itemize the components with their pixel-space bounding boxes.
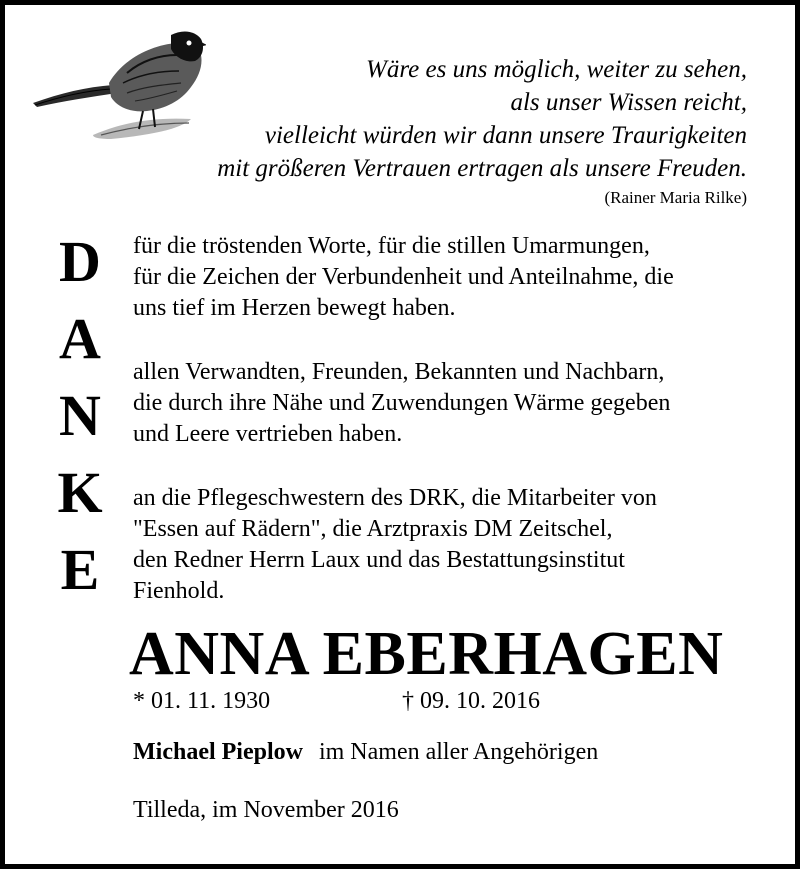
quote [217, 53, 747, 185]
signature-line [133, 739, 598, 766]
paragraph-line: "Essen auf Rädern", die Arztpraxis DM Zeitschel, [133, 516, 613, 542]
paragraph-line: und Leere vertrieben haben. [133, 421, 403, 447]
bird-illustration-icon [31, 25, 206, 145]
quote-line: als unser Wissen reicht, [510, 89, 747, 116]
death-date: † 09. 10. 2016 [402, 688, 540, 714]
signature-text: im Namen aller Angehörigen [318, 739, 599, 765]
paragraph-line: die durch ihre Nähe und Zuwendungen Wärme gegeben [133, 390, 671, 416]
thanks-paragraph [133, 483, 773, 607]
thanks-paragraphs [133, 231, 773, 640]
paragraph-line: allen Verwandten, Freunden, Bekannten und Nachbarn, [133, 359, 665, 385]
place-date: Tilleda, im November 2016 [133, 797, 399, 823]
danke-letter: N [59, 383, 101, 448]
deceased-name: ANNA EBERHAGEN [129, 620, 724, 688]
paragraph-line: für die Zeichen der Verbundenheit und Anteilnahme, die [133, 264, 674, 290]
paragraph-line: uns tief im Herzen bewegt haben. [133, 295, 456, 321]
danke-letter: K [57, 460, 103, 525]
signer-name: Michael Pieplow [133, 739, 303, 765]
paragraph-line: Fienhold. [133, 578, 225, 604]
birth-date: * 01. 11. 1930 [133, 688, 271, 714]
quote-line: Wäre es uns möglich, weiter zu sehen, [366, 56, 747, 83]
thanks-paragraph [133, 357, 773, 450]
quote-line: mit größeren Vertrauen ertragen als unsere Freuden. [217, 155, 747, 182]
danke-vertical-heading [45, 223, 115, 608]
paragraph-line: den Redner Herrn Laux und das Bestattungsinstitut [133, 547, 625, 573]
danke-letter: A [59, 306, 101, 371]
quote-author: (Rainer Maria Rilke) [604, 188, 747, 207]
danke-letter: D [59, 229, 101, 294]
paragraph-line: für die tröstenden Worte, für die stillen Umarmungen, [133, 233, 650, 259]
thanks-paragraph [133, 231, 773, 324]
quote-line: vielleicht würden wir dann unsere Traurigkeiten [264, 122, 747, 149]
danke-letter: E [60, 537, 100, 602]
paragraph-line: an die Pflegeschwestern des DRK, die Mitarbeiter von [133, 485, 657, 511]
